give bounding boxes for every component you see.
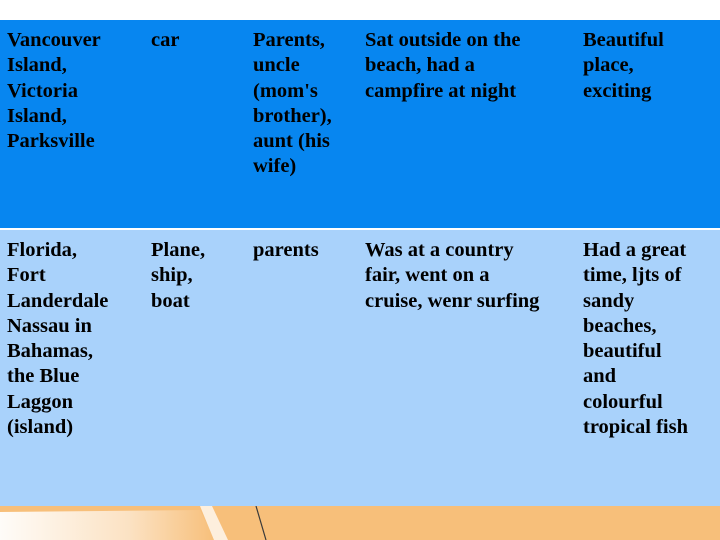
cell-place: Vancouver Island, Victoria Island, Parksville <box>7 29 101 153</box>
table-row <box>0 20 720 228</box>
cell-activities: Was at a country fair, went on a cruise, wenr surfing <box>365 239 540 312</box>
cell-companions: Parents, uncle (mom's brother), aunt (his wife) <box>253 29 332 178</box>
cell-impression: Beautiful place, exciting <box>583 29 664 102</box>
cell-companions: parents <box>253 239 319 261</box>
decorative-footer-band <box>0 506 720 540</box>
footer-dark-line <box>256 506 266 540</box>
cell-transport: Plane, ship, boat <box>151 239 206 312</box>
footer-light-swoosh <box>0 510 215 540</box>
travel-table <box>0 20 720 506</box>
cell-place: Florida, Fort Landerdale Nassau in Bahamas, the Blue Laggon (island) <box>7 239 109 439</box>
cell-impression: Had a great time, ljts of sandy beaches, beautiful and colourful tropical fish <box>583 239 688 439</box>
cell-transport: car <box>151 29 180 51</box>
cell-activities: Sat outside on the beach, had a campfire at night <box>365 29 521 102</box>
footer-decoration <box>0 506 720 540</box>
table-row <box>0 230 720 506</box>
